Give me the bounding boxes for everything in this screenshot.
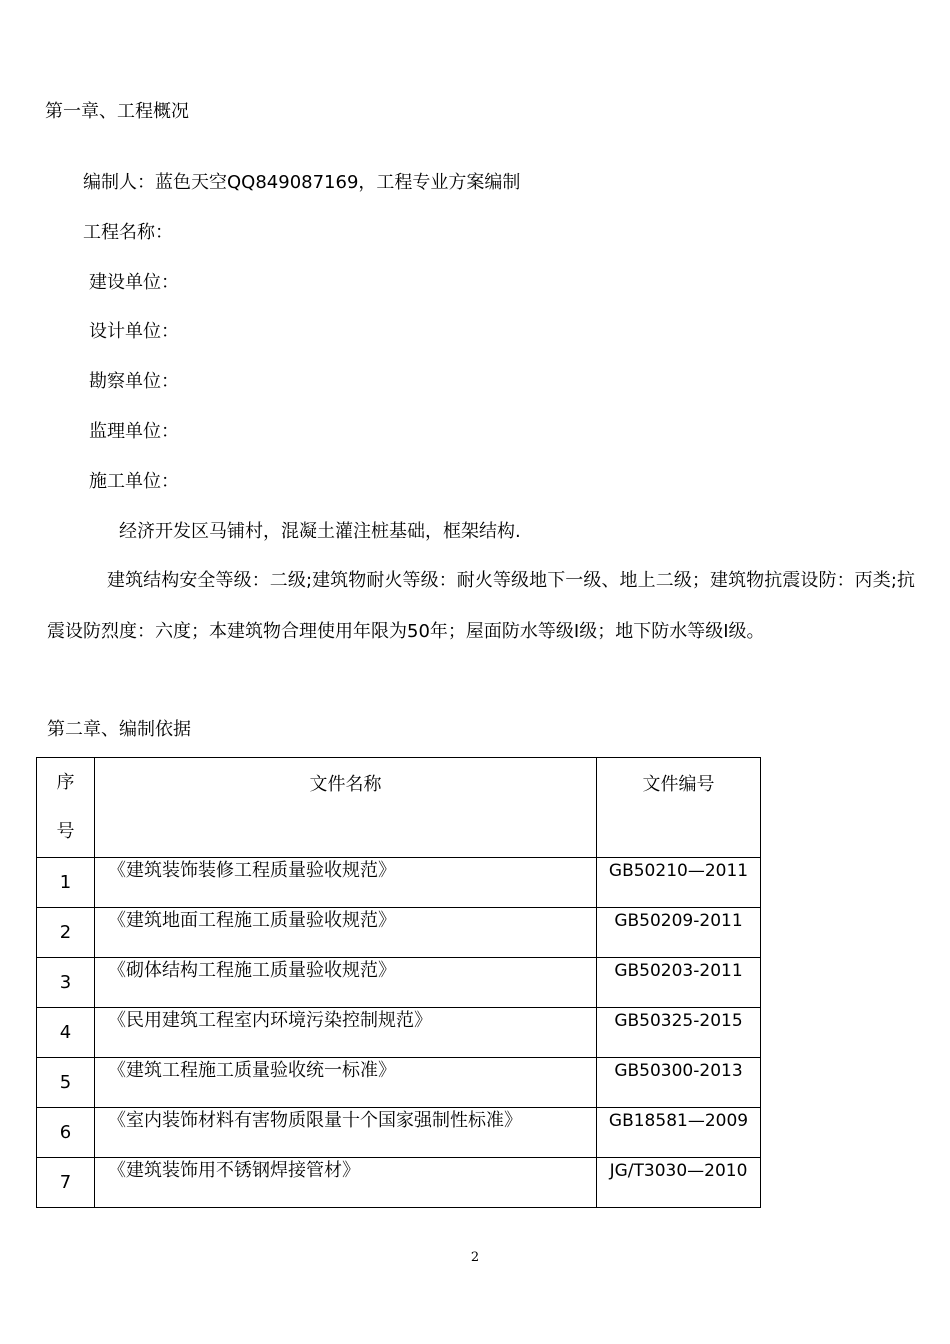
row-code: GB50325-2015 [597, 1008, 761, 1058]
row-code: GB50209-2011 [597, 908, 761, 958]
build-unit-label: 建设单位： [89, 272, 179, 293]
chapter-1-title: 第一章、工程概况 [45, 101, 189, 122]
row-name: 《砌体结构工程施工质量验收规范》 [95, 958, 597, 1008]
table-row [37, 1158, 761, 1208]
row-name: 《建筑装饰用不锈钢焊接管材》 [95, 1158, 597, 1208]
header-seq-cell [37, 758, 95, 858]
row-code: GB18581—2009 [597, 1108, 761, 1158]
row-name: 《室内装饰材料有害物质限量十个国家强制性标准》 [95, 1108, 597, 1158]
page-number: 2 [470, 1250, 480, 1265]
row-seq: 3 [37, 958, 95, 1008]
construct-unit-label: 施工单位： [89, 471, 179, 492]
table-row [37, 858, 761, 908]
location-line: 经济开发区马铺村，混凝土灌注桩基础，框架结构. [119, 521, 521, 542]
row-name: 《建筑地面工程施工质量验收规范》 [95, 908, 597, 958]
standards-table [36, 757, 761, 1208]
header-seq-bottom: 号 [56, 821, 75, 842]
row-code: JG/T3030—2010 [597, 1158, 761, 1208]
author-line: 编制人：蓝色天空QQ849087169，工程专业方案编制 [83, 172, 521, 193]
row-seq: 2 [37, 908, 95, 958]
project-name-label: 工程名称： [83, 222, 173, 243]
design-unit-label: 设计单位： [89, 321, 179, 342]
header-code-cell: 文件编号 [597, 758, 761, 858]
row-name: 《民用建筑工程室内环境污染控制规范》 [95, 1008, 597, 1058]
survey-unit-label: 勘察单位： [89, 371, 179, 392]
chapter-2-title: 第二章、编制依据 [47, 719, 191, 740]
row-seq: 1 [37, 858, 95, 908]
row-seq: 4 [37, 1008, 95, 1058]
table-row [37, 908, 761, 958]
supervise-unit-label: 监理单位： [89, 421, 179, 442]
row-name: 《建筑装饰装修工程质量验收规范》 [95, 858, 597, 908]
row-seq: 5 [37, 1058, 95, 1108]
table-row [37, 958, 761, 1008]
row-seq: 6 [37, 1108, 95, 1158]
table-row [37, 1008, 761, 1058]
header-seq-top: 序 [56, 772, 75, 793]
row-name: 《建筑工程施工质量验收统一标准》 [95, 1058, 597, 1108]
row-code: GB50300-2013 [597, 1058, 761, 1108]
row-code: GB50203-2011 [597, 958, 761, 1008]
table-header-row [37, 758, 761, 858]
table-row [37, 1108, 761, 1158]
grade-paragraph: 建筑结构安全等级：二级;建筑物耐火等级：耐火等级地下一级、地上二级；建筑物抗震设防：丙类;抗震设防烈度：六度；本建筑物合理使用年限为50年；屋面防水等级Ⅰ级；地下防水等级Ⅰ级。 [47, 570, 915, 642]
table-row [37, 1058, 761, 1108]
row-seq: 7 [37, 1158, 95, 1208]
header-name-cell: 文件名称 [95, 758, 597, 858]
row-code: GB50210—2011 [597, 858, 761, 908]
